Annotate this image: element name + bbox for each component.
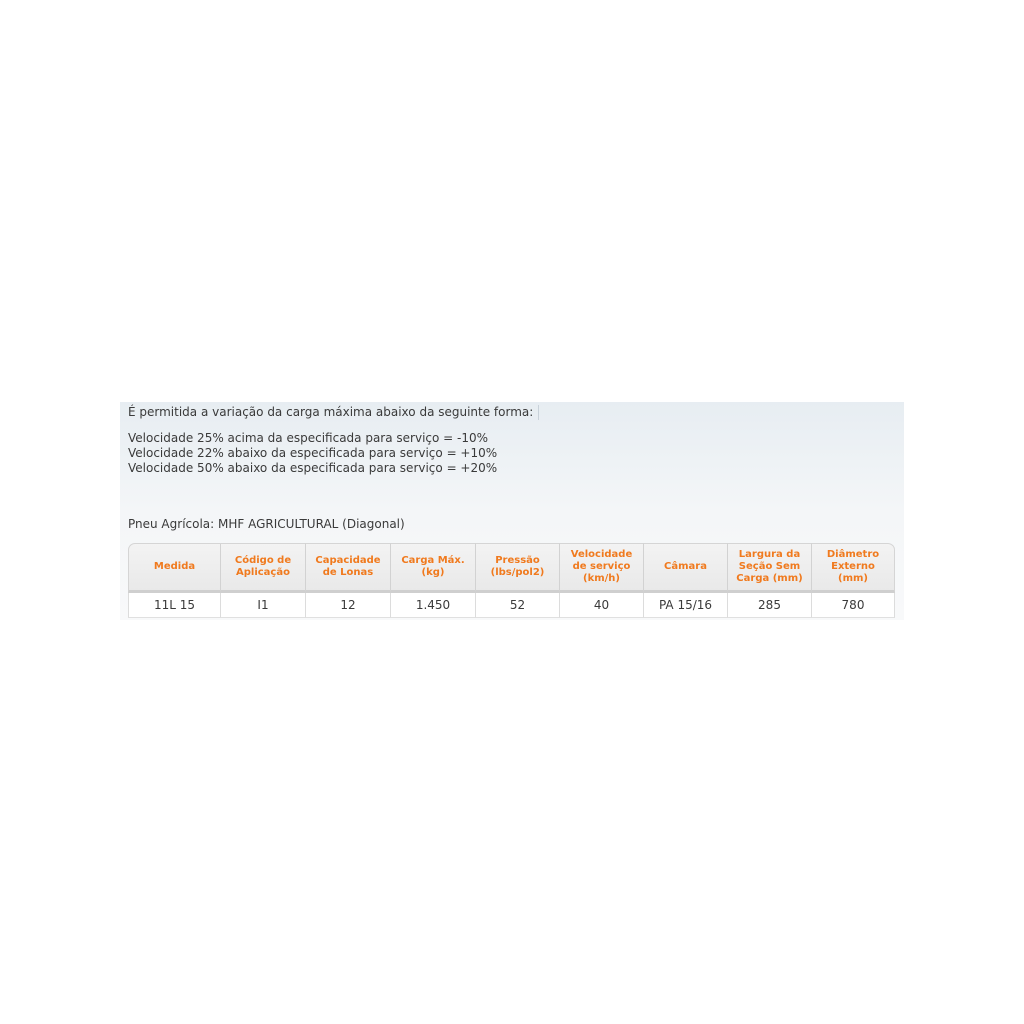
cell-medida: 11L 15 [128, 593, 221, 618]
cell-capacidade-lonas: 12 [306, 593, 391, 618]
tire-title: Pneu Agrícola: MHF AGRICULTURAL (Diagonal) [128, 517, 405, 531]
header-medida: Medida [128, 543, 221, 593]
table-header-row [128, 543, 895, 593]
header-camara: Câmara [644, 543, 728, 593]
header-pressao: Pressão (lbs/pol2) [476, 543, 560, 593]
text-cursor [538, 405, 539, 420]
cell-largura-secao: 285 [728, 593, 812, 618]
tire-spec-table-wrap [128, 543, 895, 618]
speed-rule-3: Velocidade 50% abaixo da especificada para serviço = +20% [128, 461, 498, 475]
cell-carga-max: 1.450 [391, 593, 476, 618]
header-largura-secao: Largura da Seção Sem Carga (mm) [728, 543, 812, 593]
tire-info-panel [120, 402, 904, 620]
header-capacidade-lonas: Capacidade de Lonas [306, 543, 391, 593]
header-diametro-externo: Diâmetro Externo (mm) [812, 543, 895, 593]
cell-pressao: 52 [476, 593, 560, 618]
header-velocidade-servico: Velocidade de serviço (km/h) [560, 543, 644, 593]
cell-diametro-externo: 780 [812, 593, 895, 618]
tire-spec-table [128, 543, 895, 618]
table-row [128, 593, 895, 618]
load-variation-intro [128, 405, 539, 420]
cell-codigo-aplicacao: I1 [221, 593, 306, 618]
speed-rule-1: Velocidade 25% acima da especificada para serviço = -10% [128, 431, 489, 445]
header-carga-max: Carga Máx. (kg) [391, 543, 476, 593]
speed-rule-2: Velocidade 22% abaixo da especificada para serviço = +10% [128, 446, 498, 460]
cell-velocidade-servico: 40 [560, 593, 644, 618]
cell-camara: PA 15/16 [644, 593, 728, 618]
header-codigo-aplicacao: Código de Aplicação [221, 543, 306, 593]
intro-text: É permitida a variação da carga máxima abaixo da seguinte forma: [128, 405, 534, 419]
